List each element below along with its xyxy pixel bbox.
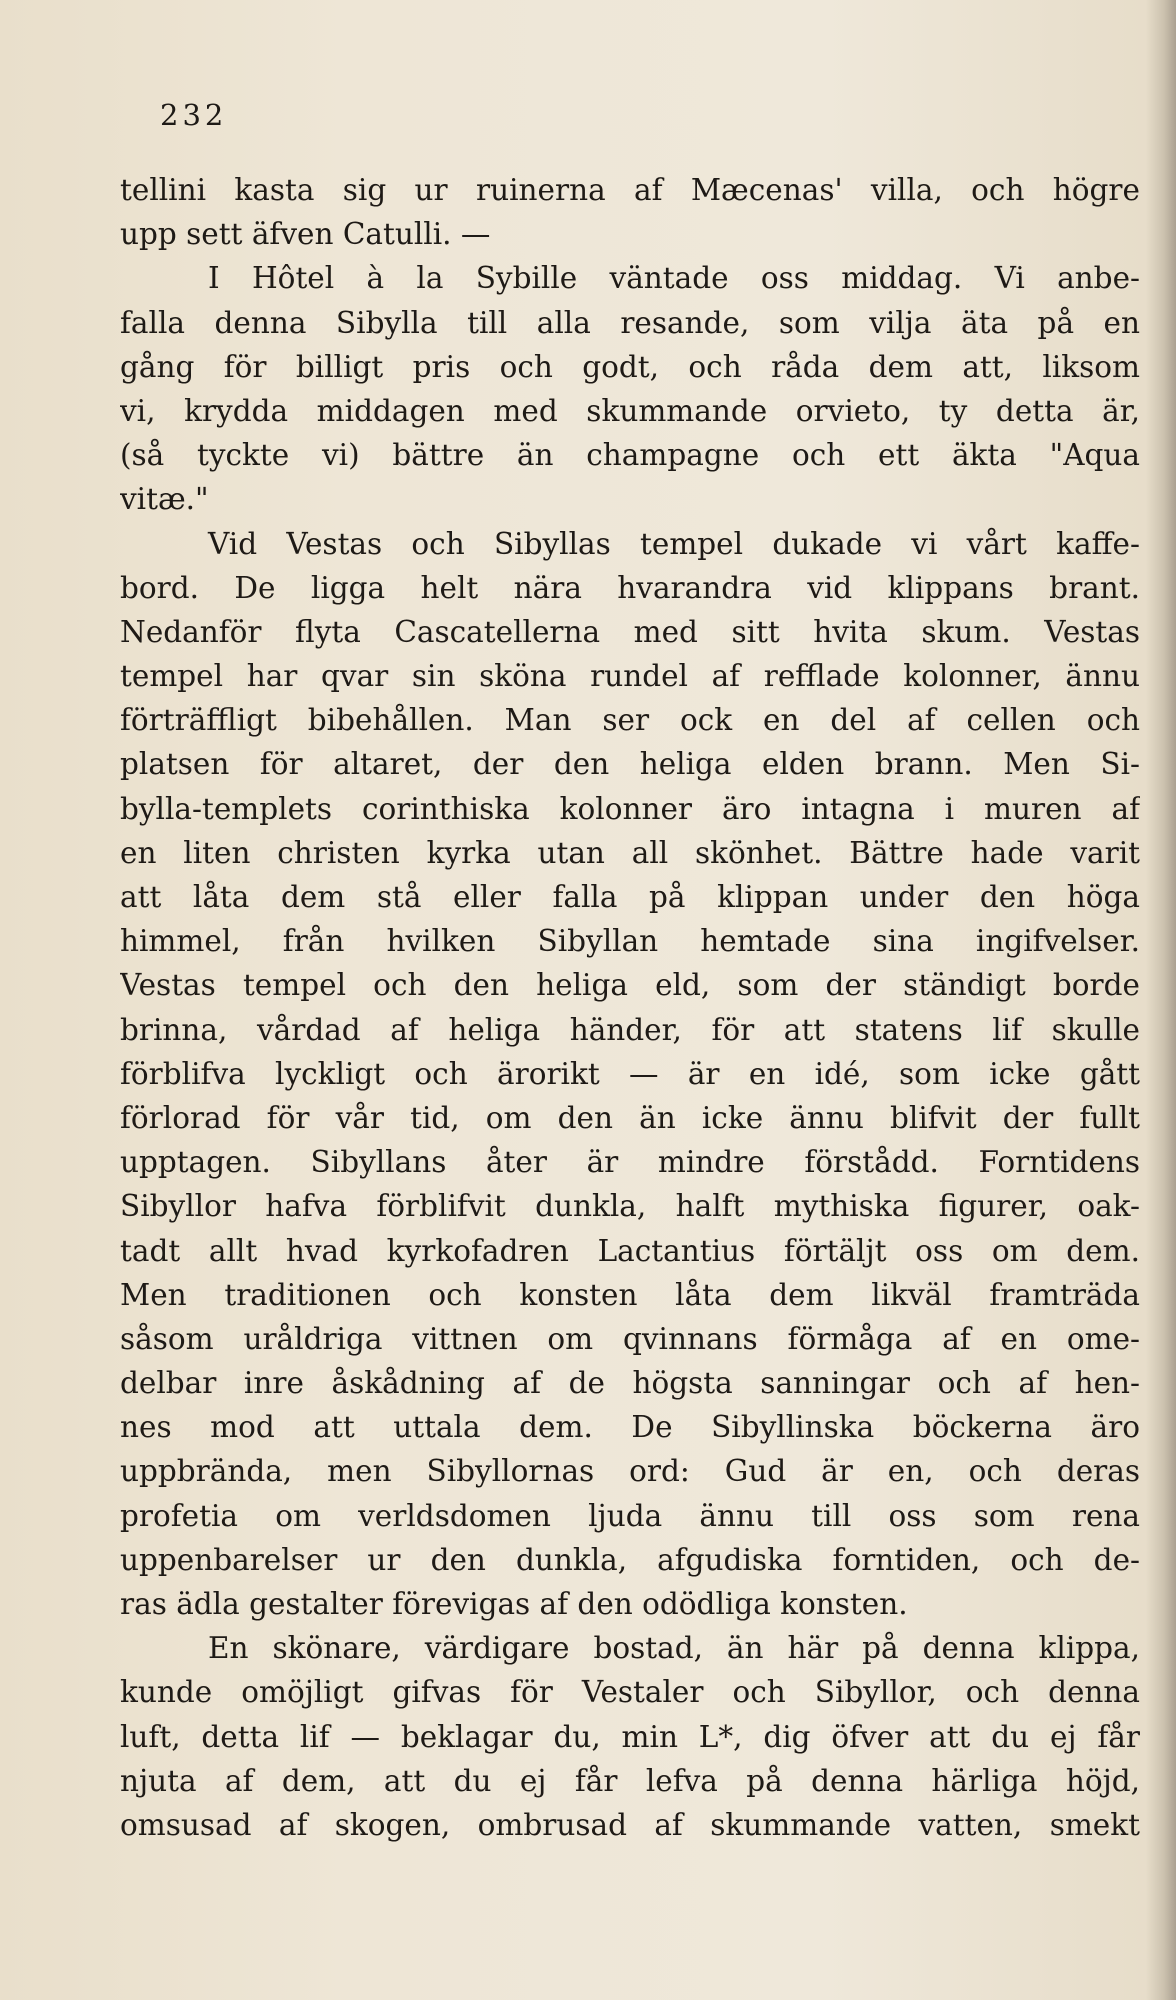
text-line: ras ädla gestalter förevigas af den odödliga konsten. [120,1587,908,1621]
text-line: uppbrända, men Sibyllornas ord: Gud är en, och deras [120,1454,1140,1489]
text-line: luft, detta lif — beklagar du, min L*, dig öfver att du ej får [120,1719,1140,1754]
text-line: Vestas tempel och den heliga eld, som der ständigt borde [120,968,1140,1003]
text-line: såsom uråldriga vittnen om qvinnans förmåga af en ome- [120,1321,1140,1356]
text-line: uppenbarelser ur den dunkla, afgudiska forntiden, och de- [120,1542,1140,1577]
text-line: vi, krydda middagen med skummande orvieto, ty detta är, [120,393,1140,428]
text-line: upp sett äfven Catulli. — [120,217,491,252]
text-line: tadt allt hvad kyrkofadren Lactantius förtäljt oss om dem. [120,1233,1140,1268]
text-line: förblifva lyckligt och ärorikt — är en idé, som icke gått [120,1056,1140,1091]
text-line: platsen för altaret, der den heliga elden brann. Men Si- [120,747,1140,782]
text-line: falla denna Sibylla till alla resande, som vilja äta på en [120,305,1140,340]
text-line: en liten christen kyrka utan all skönhet. Bättre hade varit [120,835,1140,870]
text-line: Nedanför flyta Cascatellerna med sitt hvita skum. Vestas [120,614,1140,649]
text-line: Vid Vestas och Sibyllas tempel dukade vi vårt kaffe- [208,526,1140,561]
page-number: 232 [160,98,228,132]
text-line: (så tyckte vi) bättre än champagne och ett äkta "Aqua [120,438,1140,473]
text-line: delbar inre åskådning af de högsta sanningar och af hen- [120,1366,1140,1401]
text-line: förträffligt bibehållen. Man ser ock en del af cellen och [120,703,1140,738]
text-line: nes mod att uttala dem. De Sibyllinska böckerna äro [120,1410,1140,1445]
page-edge-shadow [1146,0,1176,2000]
text-line: kunde omöjligt gifvas för Vestaler och Sibyllor, och denna [120,1675,1140,1710]
text-line: vitæ." [120,482,209,517]
body-text [120,168,1140,1847]
text-line: profetia om verldsdomen ljuda ännu till oss som rena [120,1498,1140,1533]
text-line: I Hôtel à la Sybille väntade oss middag. Vi anbe- [208,261,1140,296]
text-line: Men traditionen och konsten låta dem likväl framträda [120,1277,1140,1312]
text-line: En skönare, värdigare bostad, än här på denna klippa, [208,1631,1140,1666]
text-line: förlorad för vår tid, om den än icke ännu blifvit der fullt [120,1100,1140,1135]
text-line: njuta af dem, att du ej får lefva på denna härliga höjd, [120,1763,1140,1798]
text-line: Sibyllor hafva förblifvit dunkla, halft mythiska figurer, oak- [120,1189,1140,1224]
text-line: omsusad af skogen, ombrusad af skummande vatten, smekt [120,1807,1140,1842]
text-line: bylla-templets corinthiska kolonner äro intagna i muren af [120,791,1140,826]
text-line: bord. De ligga helt nära hvarandra vid klippans brant. [120,570,1140,605]
text-line: gång för billigt pris och godt, och råda dem att, liksom [120,349,1140,384]
text-line: att låta dem stå eller falla på klippan under den höga [120,880,1140,914]
text-line: tempel har qvar sin sköna rundel af refflade kolonner, ännu [120,659,1140,694]
text-line: brinna, vårdad af heliga händer, för att statens lif skulle [120,1012,1140,1047]
text-line: tellini kasta sig ur ruinerna af Mæcenas' villa, och högre [120,173,1140,207]
text-line: upptagen. Sibyllans åter är mindre förstådd. Forntidens [120,1145,1140,1180]
text-line: himmel, från hvilken Sibyllan hemtade sina ingifvelser. [120,924,1140,959]
